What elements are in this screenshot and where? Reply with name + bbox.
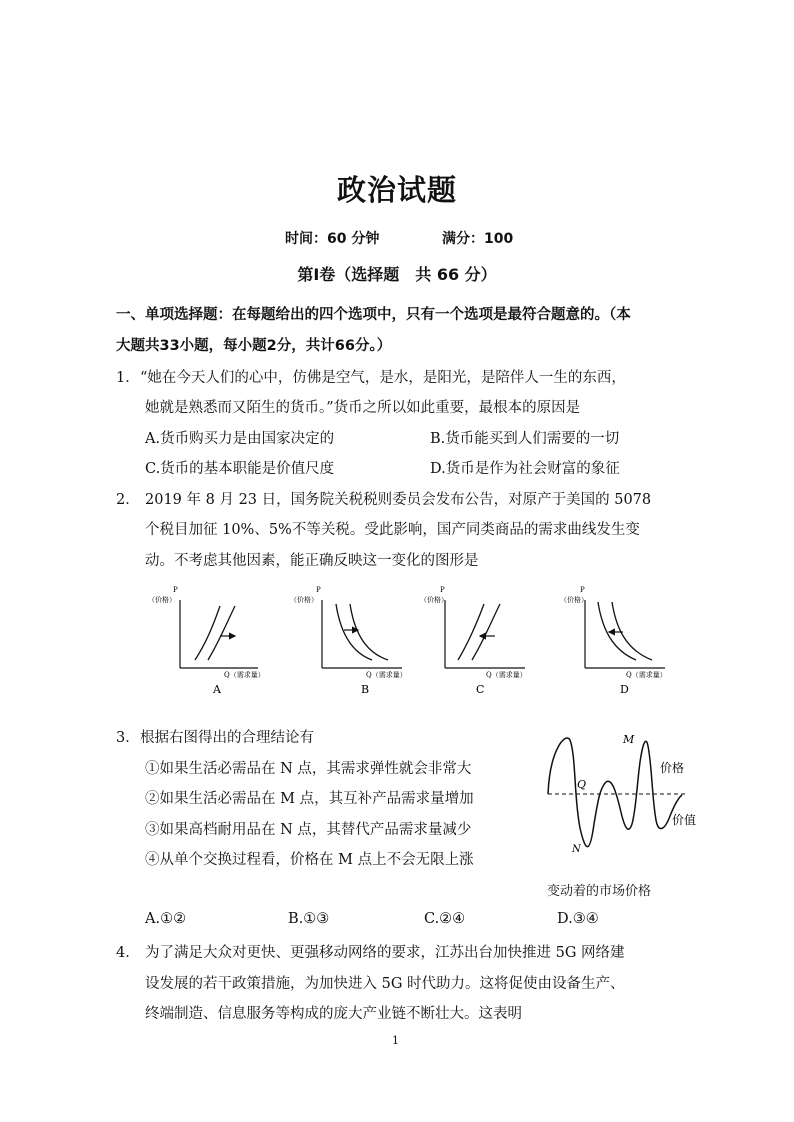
volume-heading: 第Ⅰ卷（选择题 共 66 分） (297, 265, 497, 284)
exam-score: 满分：100 (442, 231, 514, 247)
q1-option-b: B.货币能买到人们需要的一切 (430, 431, 620, 447)
fig-label-q: Q (577, 778, 587, 791)
q1-number: 1． (116, 370, 140, 386)
q3-stem: 根据右图得出的合理结论有 (140, 730, 314, 746)
fig-label-value: 价值 (672, 813, 697, 827)
q2-stem-line3: 动。不考虑其他因素，能正确反映这一变化的图形是 (145, 553, 479, 569)
graph-c-p-unit: （价格） (420, 596, 448, 604)
q3-statement-2: ②如果生活必需品在 M 点，其互补产品需求量增加 (145, 791, 474, 807)
section-heading-line1: 一、单项选择题：在每题给出的四个选项中，只有一个选项是最符合题意的。（本 (116, 307, 631, 323)
graph-c-label: C (476, 683, 485, 696)
graph-c-p: P (440, 586, 445, 594)
graph-d-label: D (620, 683, 629, 696)
page-number: 1 (392, 1034, 399, 1047)
q3-option-c: C.②④ (424, 911, 466, 927)
q3-market-price-figure (540, 728, 710, 898)
exam-time: 时间：60 分钟 (285, 231, 380, 247)
fig-label-price: 价格 (660, 761, 685, 775)
q1-stem-line1: “她在今天人们的心中，仿佛是空气，是水，是阳光，是陪伴人一生的东西， (140, 370, 626, 386)
q1-option-a: A.货币购买力是由国家决定的 (145, 431, 335, 447)
graph-b-p-unit: （价格） (290, 596, 318, 604)
graph-a-label: A (213, 683, 221, 696)
graph-b-p: P (316, 586, 321, 594)
page-title: 政治试题 (336, 173, 457, 207)
q3-statement-3: ③如果高档耐用品在 N 点，其替代产品需求量减少 (145, 822, 472, 838)
q3-option-d: D.③④ (557, 911, 599, 927)
q3-statement-4: ④从单个交换过程看，价格在 M 点上不会无限上涨 (145, 852, 474, 868)
q2-demand-graphs (140, 580, 680, 700)
q2-number: 2． (116, 492, 140, 508)
q4-stem-line3: 终端制造、信息服务等构成的庞大产业链不断壮大。这表明 (145, 1006, 522, 1022)
q4-stem-line1: 为了满足大众对更快、更强移动网络的要求，江苏出台加快推进 5G 网络建 (145, 945, 625, 961)
graph-d (560, 586, 667, 696)
graph-d-q: Q（需求量） (626, 671, 667, 679)
q3-option-b: B.①③ (288, 911, 330, 927)
q2-stem-line2: 个税目加征 10%、5%不等关税。受此影响，国产同类商品的需求曲线发生变 (145, 522, 640, 538)
graph-b-q: Q（需求量） (366, 671, 407, 679)
graph-c (420, 586, 527, 696)
q1-option-d: D.货币是作为社会财富的象征 (430, 461, 620, 477)
section-heading-line2: 大题共33小题，每小题2分，共计66分。） (116, 338, 392, 354)
graph-a-p-unit: （价格） (148, 596, 176, 604)
graph-d-p-unit: （价格） (560, 596, 588, 604)
graph-c-q: Q（需求量） (486, 671, 527, 679)
q3-figure-caption: 变动着的市场价格 (547, 884, 652, 899)
q4-number: 4． (116, 945, 140, 961)
graph-a-p: P (173, 586, 178, 594)
q4-stem-line2: 设发展的若干政策措施，为加快进入 5G 时代助力。这将促使由设备生产、 (145, 976, 625, 992)
graph-a (148, 586, 265, 696)
q3-statement-1: ①如果生活必需品在 N 点，其需求弹性就会非常大 (145, 761, 472, 777)
fig-label-n: N (572, 844, 581, 855)
q2-stem-line1: 2019 年 8 月 23 日，国务院关税税则委员会发布公告，对原产于美国的 5078 (145, 492, 652, 508)
graph-d-p: P (580, 586, 585, 594)
graph-b-label: B (361, 683, 370, 696)
fig-label-m: M (623, 733, 635, 746)
q1-option-c: C.货币的基本职能是价值尺度 (145, 461, 335, 477)
graph-a-q: Q（需求量） (224, 671, 265, 679)
q3-number: 3． (116, 730, 140, 746)
q1-stem-line2: 她就是熟悉而又陌生的货币。”货币之所以如此重要，最根本的原因是 (145, 400, 581, 416)
graph-b (290, 586, 407, 696)
q3-option-a: A.①② (145, 911, 187, 927)
